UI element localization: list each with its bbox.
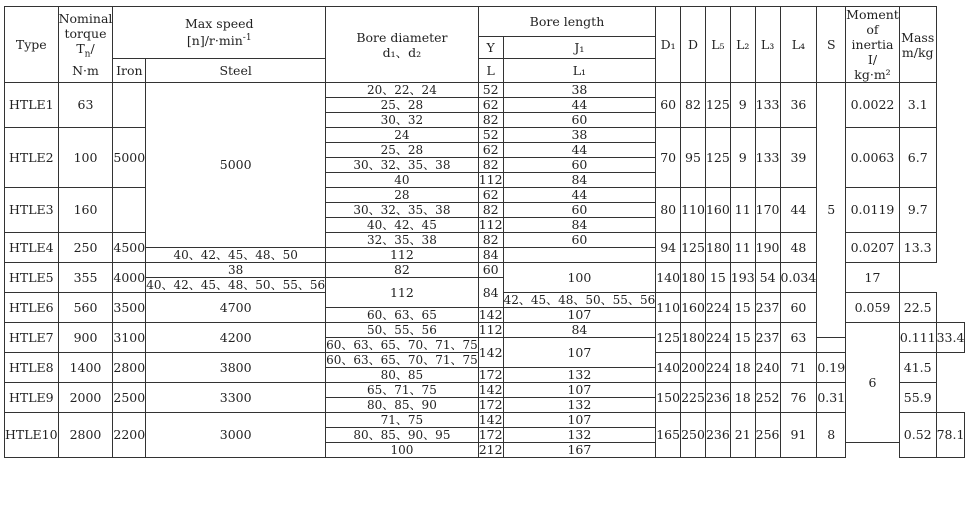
l-cell: 112 xyxy=(478,217,503,232)
type-cell: HTLE2 xyxy=(5,128,59,188)
bore-cell: 40、42、45、48、50 xyxy=(146,248,326,263)
bore-cell: 40、42、45 xyxy=(326,218,479,233)
l2-cell: 9 xyxy=(730,83,755,128)
l-cell: 82 xyxy=(478,233,503,248)
l5-cell: 236 xyxy=(705,383,730,413)
l1-cell: 167 xyxy=(503,443,656,458)
d-cell: 225 xyxy=(681,383,706,413)
table-row xyxy=(5,83,965,98)
col-l5-header: L₅ xyxy=(705,7,730,83)
l4-cell: 76 xyxy=(780,383,817,413)
col-l3-header: L₃ xyxy=(755,7,780,83)
inertia-cell: 0.034 xyxy=(780,263,817,293)
d1-cell: 100 xyxy=(503,263,656,293)
l-cell: 212 xyxy=(478,442,503,457)
l-cell: 52 xyxy=(478,83,503,98)
steel-speed-cell: 4700 xyxy=(146,293,326,323)
mass-cell: 3.1 xyxy=(899,83,936,128)
bore-cell: 65、71、75 xyxy=(326,383,479,398)
d1-cell: 70 xyxy=(656,128,681,188)
inertia-cell: 0.0207 xyxy=(846,233,900,263)
l1-cell: 107 xyxy=(503,383,656,398)
l1-cell: 107 xyxy=(503,413,656,428)
l-cell: 172 xyxy=(478,367,503,382)
inertia-cell: 0.111 xyxy=(899,323,936,353)
l1-cell: 60 xyxy=(503,233,656,248)
col-l4-header: L₄ xyxy=(780,7,817,83)
bore-cell: 40 xyxy=(326,173,479,188)
l-cell: 112 xyxy=(326,248,479,263)
mass-cell: 78.1 xyxy=(936,413,965,458)
inertia-cell: 0.52 xyxy=(899,413,936,458)
col-s-header: S xyxy=(817,7,846,83)
l1-cell: 84 xyxy=(478,278,503,308)
l5-cell: 224 xyxy=(705,323,730,353)
l1-cell: 44 xyxy=(503,188,656,203)
l-cell: 82 xyxy=(478,113,503,128)
l4-cell: 71 xyxy=(780,353,817,383)
bore-cell: 40、42、45、48、50、55、56 xyxy=(146,278,326,292)
l5-cell: 224 xyxy=(705,293,730,323)
l-cell: 172 xyxy=(478,427,503,442)
col-bore-diameter-header: Bore diameter d₁、d₂ xyxy=(326,7,479,83)
l-cell: 142 xyxy=(478,338,503,368)
steel-speed-cell: 4200 xyxy=(146,323,326,353)
mass-cell: 13.3 xyxy=(899,233,936,263)
bore-cell: 71、75 xyxy=(326,413,479,428)
bore-cell: 20、22、24 xyxy=(326,83,479,98)
d1-cell: 140 xyxy=(656,353,681,383)
bore-cell: 60、63、65、70、71、75 xyxy=(326,338,478,352)
steel-speed-cell: 3800 xyxy=(146,353,326,383)
l3-cell: 237 xyxy=(755,323,780,353)
d-cell: 82 xyxy=(681,83,706,128)
l2-cell: 18 xyxy=(730,353,755,383)
l3-cell: 252 xyxy=(755,383,780,413)
inertia-cell: 0.0119 xyxy=(846,188,900,233)
bore-cell: 42、45、48、50、55、56 xyxy=(503,293,656,307)
s-cell: 5 xyxy=(817,83,846,338)
iron-speed-cell: 3100 xyxy=(113,323,146,353)
l5-cell: 125 xyxy=(705,128,730,188)
l4-cell: 60 xyxy=(780,293,817,323)
l2-cell: 15 xyxy=(705,263,730,293)
steel-speed-cell: 3300 xyxy=(146,383,326,413)
l3-cell: 190 xyxy=(755,233,780,263)
torque-cell: 63 xyxy=(58,83,113,128)
iron-speed-cell: 5000 xyxy=(113,128,146,188)
bore-cell: 80、85 xyxy=(326,368,479,383)
col-j1-header: J₁ xyxy=(503,37,656,59)
l4-cell: 63 xyxy=(780,323,817,353)
d1-cell: 125 xyxy=(656,323,681,353)
col-y-header: Y xyxy=(478,37,503,59)
d-cell: 110 xyxy=(681,188,706,233)
l3-cell: 240 xyxy=(755,353,780,383)
torque-cell: 2000 xyxy=(58,383,113,413)
iron-speed-cell: 4000 xyxy=(113,263,146,293)
col-type-header: Type xyxy=(5,7,59,83)
mass-cell: 9.7 xyxy=(899,188,936,233)
type-cell: HTLE1 xyxy=(5,83,59,128)
iron-speed-cell: 4500 xyxy=(113,233,146,263)
l2-cell: 21 xyxy=(730,413,755,458)
l3-cell: 170 xyxy=(755,188,780,233)
type-cell: HTLE8 xyxy=(5,353,59,383)
mass-cell: 22.5 xyxy=(899,293,936,323)
d-cell: 125 xyxy=(681,233,706,263)
d-cell: 160 xyxy=(681,293,706,323)
d-cell: 140 xyxy=(656,263,681,293)
bore-cell: 30、32、35、38 xyxy=(326,158,479,173)
l1-cell: 132 xyxy=(503,368,656,383)
iron-speed-cell: 2800 xyxy=(113,353,146,383)
mass-cell: 41.5 xyxy=(899,353,936,383)
mass-cell: 6.7 xyxy=(899,128,936,188)
l5-cell: 125 xyxy=(705,83,730,128)
l-cell: 172 xyxy=(478,397,503,412)
bore-cell: 60、63、65、70、71、75 xyxy=(326,353,478,367)
l3-cell: 193 xyxy=(730,263,755,293)
s-cell: 6 xyxy=(846,323,900,443)
torque-cell: 100 xyxy=(58,128,113,188)
l-cell: 62 xyxy=(478,98,503,113)
l-cell: 112 xyxy=(478,322,503,337)
l4-cell: 39 xyxy=(780,128,817,188)
l1-cell: 44 xyxy=(503,143,656,158)
l-cell: 112 xyxy=(478,172,503,187)
type-cell: HTLE10 xyxy=(5,413,59,458)
l2-cell: 11 xyxy=(730,188,755,233)
iron-speed-cell: 2500 xyxy=(113,383,146,413)
l-cell: 62 xyxy=(478,188,503,203)
inertia-cell: 0.19 xyxy=(817,353,846,383)
l-cell: 142 xyxy=(478,307,503,322)
type-cell: HTLE9 xyxy=(5,383,59,413)
l1-cell: 107 xyxy=(503,308,656,323)
l-cell: 52 xyxy=(478,128,503,143)
l1-cell: 60 xyxy=(503,158,656,173)
torque-cell: 2800 xyxy=(58,413,113,458)
iron-speed-cell xyxy=(113,188,146,233)
d1-cell: 80 xyxy=(656,188,681,233)
l1-cell: 60 xyxy=(478,263,503,278)
mass-cell: 55.9 xyxy=(899,383,936,413)
l-cell: 82 xyxy=(478,158,503,173)
l1-cell: 38 xyxy=(503,128,656,143)
d-cell: 250 xyxy=(681,413,706,458)
bore-cell: 28 xyxy=(326,188,479,203)
torque-cell: 250 xyxy=(58,233,113,263)
mass-cell: 17 xyxy=(846,263,900,293)
inertia-cell: 0.0063 xyxy=(846,128,900,188)
torque-cell: 900 xyxy=(58,323,113,353)
bore-cell: 32、35、38 xyxy=(326,233,479,248)
l1-cell: 44 xyxy=(503,98,656,113)
table-row xyxy=(5,413,965,428)
col-bore-length-header: Bore length xyxy=(478,7,655,37)
l1-cell: 132 xyxy=(503,398,656,413)
l-cell: 142 xyxy=(478,412,503,427)
bore-cell: 50、55、56 xyxy=(326,323,479,338)
bore-cell: 100 xyxy=(326,443,479,458)
col-l2-header: L₂ xyxy=(730,7,755,83)
inertia-cell: 0.31 xyxy=(817,383,846,413)
mass-cell: 33.4 xyxy=(936,323,965,353)
type-cell: HTLE3 xyxy=(5,188,59,233)
l2-cell: 11 xyxy=(730,233,755,263)
torque-cell: 160 xyxy=(58,188,113,233)
d1-cell: 150 xyxy=(656,383,681,413)
col-mass-header: Mass m/kg xyxy=(899,7,936,83)
d1-cell: 60 xyxy=(656,83,681,128)
l4-cell: 54 xyxy=(755,263,780,293)
col-inertia-header: Moment of inertia I/ kg·m² xyxy=(846,7,899,82)
d1-cell: 94 xyxy=(656,233,681,263)
l1-cell: 84 xyxy=(503,218,656,233)
col-l1-header: L₁ xyxy=(503,59,656,83)
bore-cell: 80、85、90、95 xyxy=(326,428,479,443)
l5-cell: 236 xyxy=(705,413,730,458)
bore-cell: 25、28 xyxy=(326,143,479,158)
torque-cell: 560 xyxy=(58,293,113,323)
l-cell: 142 xyxy=(478,382,503,397)
col-d1-header: D₁ xyxy=(656,7,681,83)
l1-cell: 60 xyxy=(503,203,656,218)
l-cell: 82 xyxy=(478,203,503,218)
l1-cell: 107 xyxy=(503,338,656,368)
l-cell: 112 xyxy=(326,278,479,308)
inertia-cell: 0.0022 xyxy=(846,83,900,128)
bore-cell: 24 xyxy=(326,128,479,143)
col-steel-header: Steel xyxy=(146,59,326,83)
type-cell: HTLE4 xyxy=(5,233,59,263)
iron-speed-cell xyxy=(113,83,146,128)
l-cell: 62 xyxy=(478,143,503,158)
col-iron-header: Iron xyxy=(113,59,146,83)
l5-cell: 180 xyxy=(681,263,706,293)
col-max-speed-header: Max speed $[n]/r\cdot\min^{-1}$ xyxy=(113,7,326,59)
l1-cell: 38 xyxy=(503,83,656,98)
l3-cell: 133 xyxy=(755,83,780,128)
iron-speed-cell: 2200 xyxy=(113,413,146,458)
d1-cell: 165 xyxy=(656,413,681,458)
l4-cell: 48 xyxy=(780,233,817,263)
d-cell: 180 xyxy=(681,323,706,353)
bore-cell: 30、32、35、38 xyxy=(326,203,479,218)
d1-cell: 110 xyxy=(656,293,681,323)
l2-cell: 18 xyxy=(730,383,755,413)
steel-speed-cell: 5000 xyxy=(146,83,326,248)
type-cell: HTLE5 xyxy=(5,263,59,293)
bore-cell: 80、85、90 xyxy=(326,398,479,413)
type-cell: HTLE7 xyxy=(5,323,59,353)
l1-cell: 60 xyxy=(503,113,656,128)
l2-cell: 15 xyxy=(730,293,755,323)
l1-cell: 84 xyxy=(503,323,656,338)
bore-cell: 30、32 xyxy=(326,113,479,128)
header-row-1 xyxy=(5,7,965,37)
iron-speed-cell: 3500 xyxy=(113,293,146,323)
l2-cell: 9 xyxy=(730,128,755,188)
d-cell: 95 xyxy=(681,128,706,188)
d-cell: 200 xyxy=(681,353,706,383)
l5-cell: 224 xyxy=(705,353,730,383)
coupling-spec-table xyxy=(4,6,965,458)
bore-cell: 60、63、65 xyxy=(326,308,479,323)
s-cell: 8 xyxy=(817,413,846,458)
l3-cell: 256 xyxy=(755,413,780,458)
col-l-header: L xyxy=(478,59,503,83)
inertia-cell: 0.059 xyxy=(846,293,900,323)
steel-speed-cell: 3000 xyxy=(146,413,326,458)
type-cell: HTLE6 xyxy=(5,293,59,323)
bore-cell: 25、28 xyxy=(326,98,479,113)
l3-cell: 133 xyxy=(755,128,780,188)
l-cell: 82 xyxy=(326,263,479,278)
col-d-header: D xyxy=(681,7,706,83)
l5-cell: 180 xyxy=(705,233,730,263)
l1-cell: 132 xyxy=(503,428,656,443)
l3-cell: 237 xyxy=(755,293,780,323)
l4-cell: 44 xyxy=(780,188,817,233)
l5-cell: 160 xyxy=(705,188,730,233)
l2-cell: 15 xyxy=(730,323,755,353)
l4-cell: 36 xyxy=(780,83,817,128)
bore-cell: 38 xyxy=(146,263,326,278)
col-torque-header: Nominal torque $T_n/$ N·m xyxy=(58,7,113,83)
torque-cell: 355 xyxy=(58,263,113,293)
table-row xyxy=(5,383,965,398)
torque-cell: 1400 xyxy=(58,353,113,383)
l1-cell: 84 xyxy=(503,173,656,188)
l4-cell: 91 xyxy=(780,413,817,458)
l1-cell: 84 xyxy=(478,248,503,263)
